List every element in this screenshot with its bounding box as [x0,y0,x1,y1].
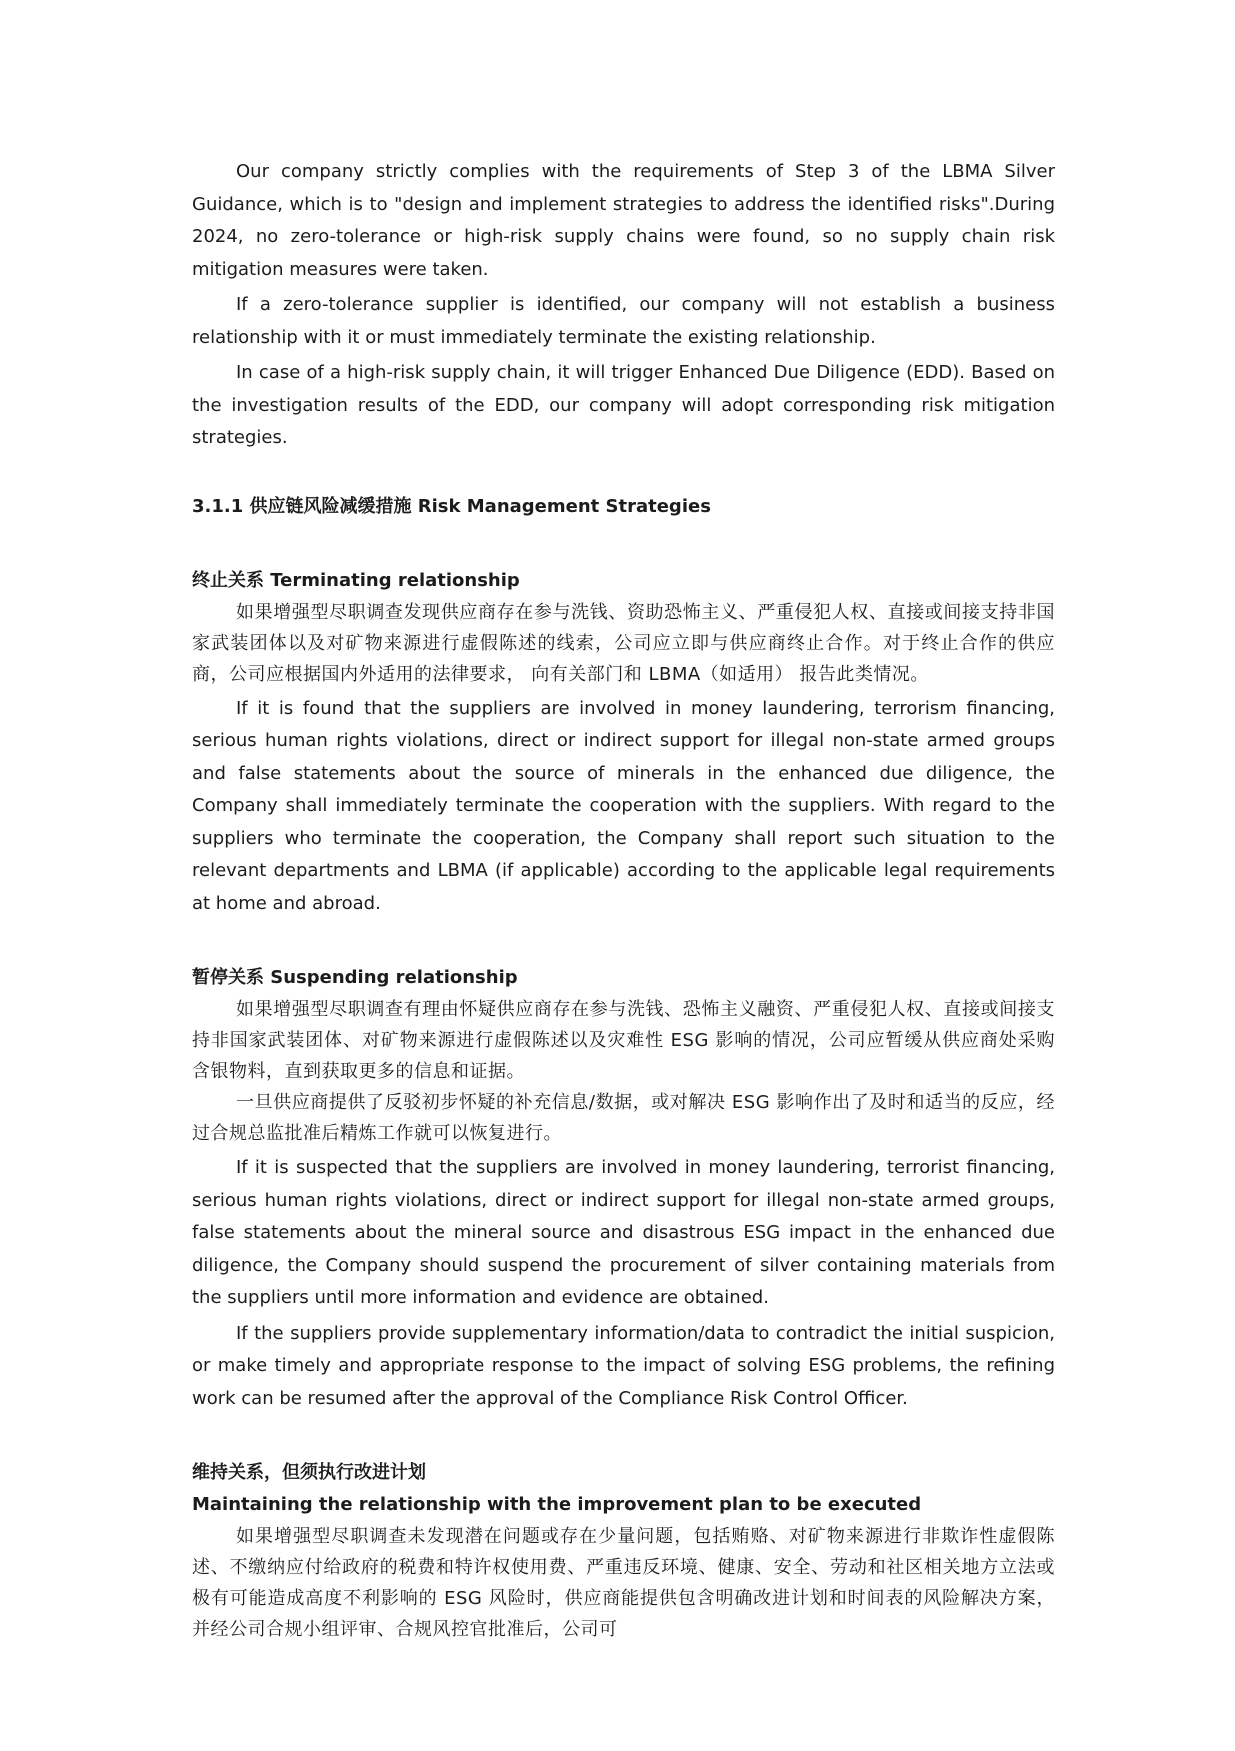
maintaining-heading-cn: 维持关系，但须执行改进计划 [192,1462,426,1483]
terminating-heading: 终止关系 Terminating relationship [192,569,520,591]
suspending-cn-paragraph-1: 如果增强型尽职调查有理由怀疑供应商存在参与洗钱、恐怖主义融资、严重侵犯人权、直接或间接支持非国家武装团体、对矿物来源进行虚假陈述以及灾难性 ESG 影响的情况，公司应暂缓从供应商处采购含银物料，直到获取更多的信息和证据。 [192,999,1055,1082]
terminating-cn-paragraph: 如果增强型尽职调查发现供应商存在参与洗钱、资助恐怖主义、严重侵犯人权、直接或间接支持非国家武装团体以及对矿物来源进行虚假陈述的线索，公司应立即与供应商终止合作。对于终止合作的供应商，公司应根据国内外适用的法律要求， 向有关部门和 LBMA（如适用） 报告此类情况。 [192,601,1055,685]
intro-paragraph-3: In case of a high-risk supply chain, it will trigger Enhanced Due Diligence (EDD). Based on the investigation results of the EDD, our company will adopt corresponding risk mitigation strategies. [192,362,1055,448]
suspending-en-paragraph-2: If the suppliers provide supplementary information/data to contradict the initial suspicion, or make timely and appropriate response to the impact of solving ESG problems, the refining work can be resumed after the approval of the Compliance Risk Control Officer. [192,1322,1055,1409]
suspending-heading: 暂停关系 Suspending relationship [192,967,518,988]
suspending-en-paragraph-1: If it is suspected that the suppliers are involved in money laundering, terrorist financing, serious human rights violations, direct or indirect support for illegal non-state armed groups, false statements about the mineral source and disastrous ESG impact in the enhanced due diligence, the Company should suspend the procurement of silver containing materials from the suppliers until more information and evidence are obtained. [192,1157,1055,1308]
intro-paragraph-2: If a zero-tolerance supplier is identified, our company will not establish a business relationship with it or must immediately terminate the existing relationship. [192,294,1055,348]
section-heading-3-1-1: 3.1.1 供应链风险减缓措施 Risk Management Strategies [192,495,711,517]
terminating-en-paragraph: If it is found that the suppliers are involved in money laundering, terrorism financing, serious human rights violations, direct or indirect support for illegal non-state armed groups and false statements about the source of minerals in the enhanced due diligence, the Company shall immediately terminate the cooperation with the suppliers. With regard to the suppliers who terminate the cooperation, the Company shall report such situation to the relevant departments and LBMA (if applicable) according to the applicable legal requirements at home and abroad. [192,697,1055,914]
maintaining-cn-paragraph: 如果增强型尽职调查未发现潜在问题或存在少量问题，包括贿赂、对矿物来源进行非欺诈性虚假陈述、不缴纳应付给政府的税费和特许权使用费、严重违反环境、健康、安全、劳动和社区相关地方立法或极有可能造成高度不利影响的 ESG 风险时，供应商能提供包含明确改进计划和时间表的风险解决方案，并经公司合规小组评审、合规风控官批准后，公司可 [192,1526,1055,1640]
suspending-cn-paragraph-2: 一旦供应商提供了反驳初步怀疑的补充信息/数据，或对解决 ESG 影响作出了及时和适当的反应，经过合规总监批准后精炼工作就可以恢复进行。 [192,1092,1055,1144]
intro-paragraph-1: Our company strictly complies with the requirements of Step 3 of the LBMA Silver Guidance, which is to "design and implement strategies to address the identified risks".During 2024, no zero-tolerance or high-risk supply chains were found, so no supply chain risk mitigation measures were taken. [192,161,1055,280]
maintaining-heading-en: Maintaining the relationship with the improvement plan to be executed [192,1494,922,1515]
